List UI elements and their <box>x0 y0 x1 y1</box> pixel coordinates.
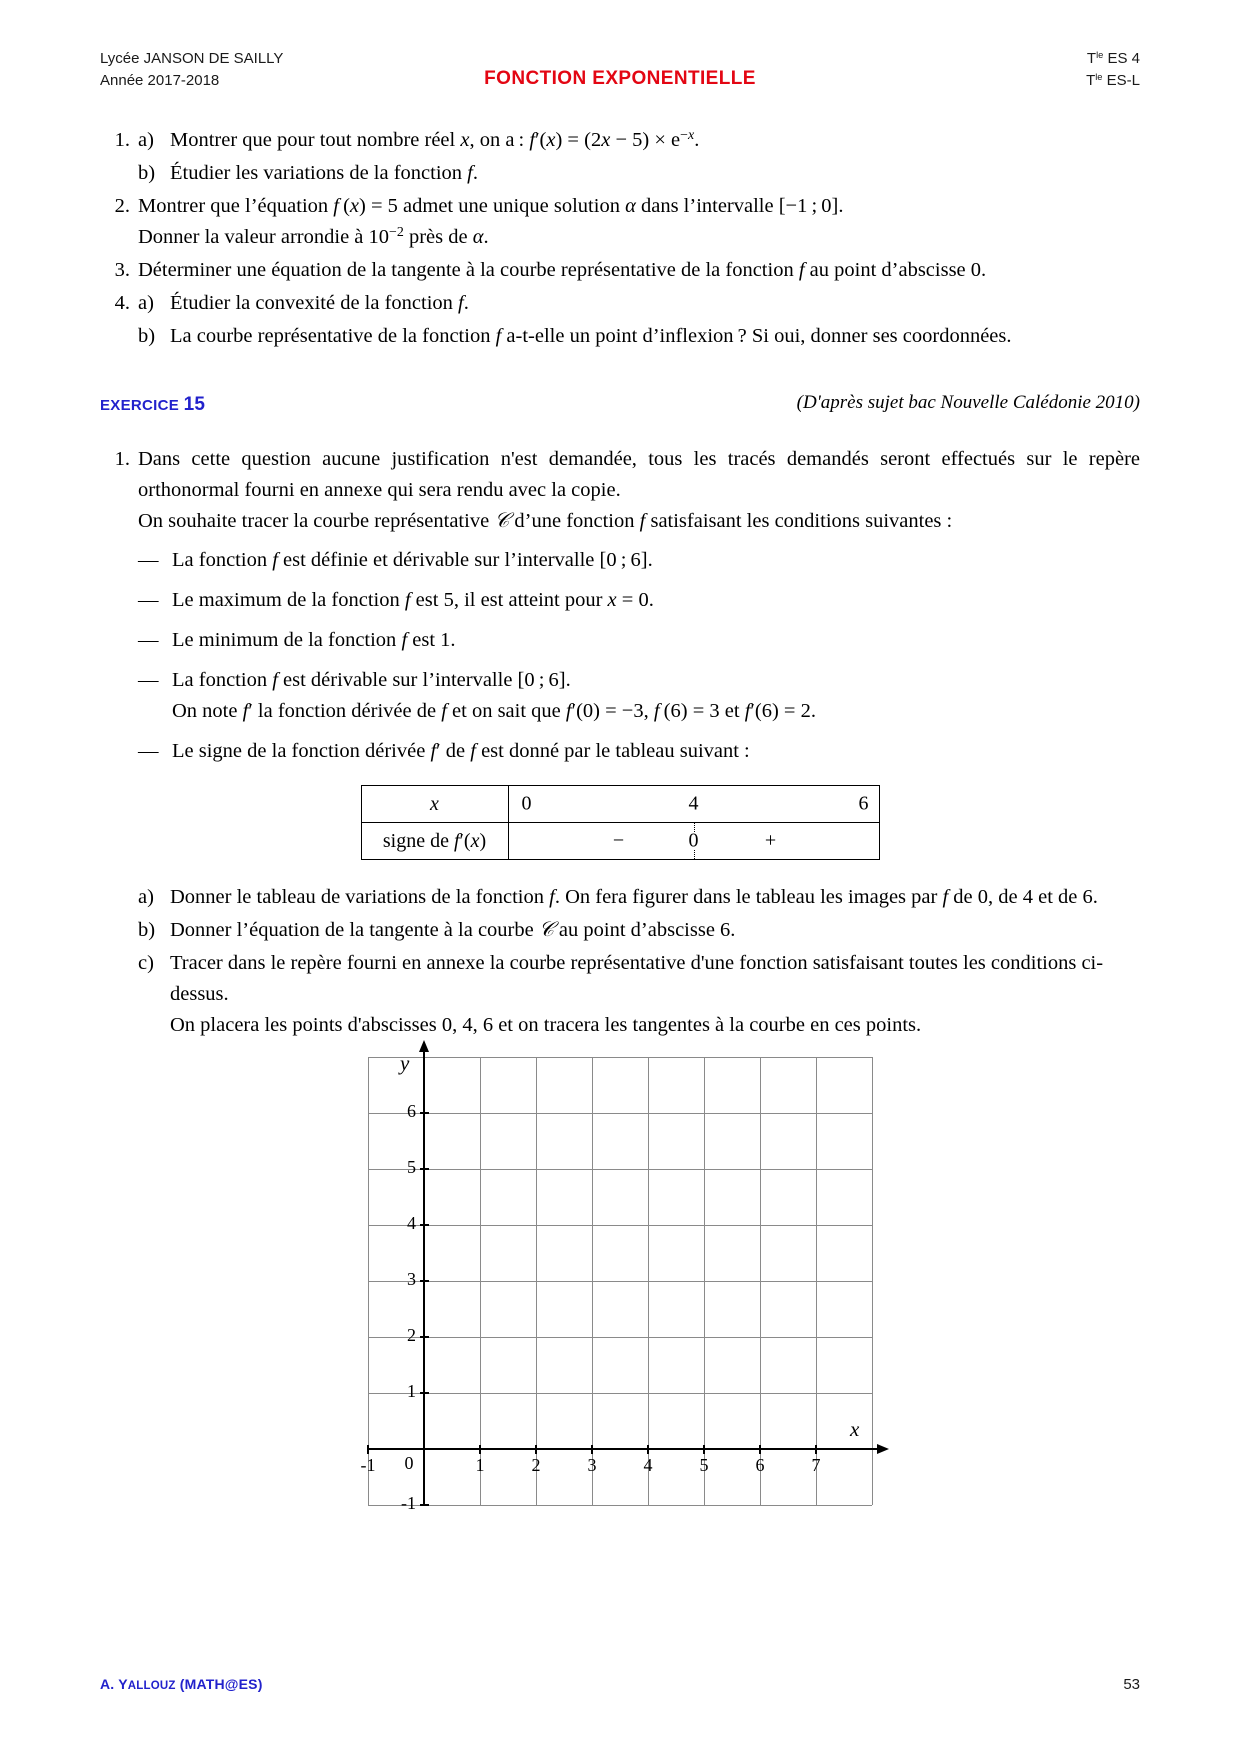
class2-rest: ES-L <box>1102 72 1140 89</box>
list-item <box>100 288 1140 319</box>
list-item <box>100 255 1140 286</box>
grid-line-horizontal <box>368 1505 872 1506</box>
dash-marker: — <box>138 549 159 571</box>
sub-item <box>138 125 1140 156</box>
y-tick <box>420 1336 429 1338</box>
sign-table-row-label: signe de f′(x) <box>361 823 508 860</box>
item-text-line: Donner la valeur arrondie à $10^{-2}$ près de α. <box>138 224 489 248</box>
grid-line-horizontal <box>368 1393 872 1394</box>
class1-rest: ES 4 <box>1103 50 1140 67</box>
footer-author-a: A. Y <box>100 1676 128 1692</box>
sub-item-text: La courbe représentative de la fonction f a-t-elle un point d’inflexion ? Si oui, donner ses coordonnées. <box>170 325 1012 347</box>
graph-wrapper <box>100 1051 1140 1513</box>
y-tick <box>420 1392 429 1394</box>
exercise-label-word: EXERCICE <box>100 397 180 414</box>
dash-marker: — <box>138 740 159 762</box>
grid-line-horizontal <box>368 1225 872 1226</box>
exercise-header-row <box>100 394 1140 418</box>
sub-item-label: a) <box>138 129 154 151</box>
sub-item <box>138 158 1140 189</box>
sub-item-label: b) <box>138 162 156 184</box>
x-tick-label: 5 <box>699 1455 709 1475</box>
x-tick <box>647 1445 649 1454</box>
sign-table-wrapper <box>100 785 1140 860</box>
y-tick-label: 3 <box>407 1269 416 1289</box>
sub-item-text: Étudier la convexité de la fonction f. <box>170 292 469 314</box>
condition-text: La fonction f est définie et dérivable sur l’intervalle [0 ; 6]. <box>172 549 653 571</box>
sign-value: + <box>764 829 777 852</box>
grid-line-vertical <box>872 1057 873 1505</box>
x-tick <box>815 1445 817 1454</box>
x-axis-label: x <box>850 1417 860 1441</box>
sign-table <box>361 785 880 860</box>
intro-line-2: On souhaite tracer la courbe représentative 𝒞 d’une fonction f satisfaisant les conditions suivantes : <box>138 510 953 532</box>
y-tick <box>420 1224 429 1226</box>
y-tick <box>420 1280 429 1282</box>
page-number: 53 <box>1123 1676 1140 1693</box>
header-class-line1 <box>1086 48 1140 70</box>
item-number: 1. <box>114 448 130 470</box>
coordinate-grid <box>360 1051 872 1513</box>
grid-line-horizontal <box>368 1337 872 1338</box>
item-number: 1. <box>114 129 130 151</box>
list-item <box>100 444 1140 537</box>
x-tick-label: 6 <box>755 1455 765 1475</box>
list-item <box>100 191 1140 253</box>
y-axis-arrow <box>419 1040 429 1052</box>
questions-list <box>138 882 1140 1041</box>
x-tick-label: 1 <box>475 1455 485 1475</box>
sub-item-text: Étudier les variations de la fonction f. <box>170 162 478 184</box>
class1-sup: le <box>1096 49 1104 60</box>
class2-base: T <box>1086 72 1096 89</box>
sub-item-text: Montrer que pour tout nombre réel x, on a : $f'(x) = (2x - 5) \times e^{-x}$. <box>170 127 700 151</box>
sign-table-var-label <box>361 786 508 823</box>
item-text <box>138 444 1140 537</box>
x-tick <box>591 1445 593 1454</box>
page-footer <box>100 1676 1140 1698</box>
list-item <box>100 158 1140 189</box>
x-tick-label: 2 <box>531 1455 541 1475</box>
y-tick <box>420 1168 429 1170</box>
sign-table-sign-values <box>508 823 879 860</box>
condition-line: On note f′ la fonction dérivée de f et on sait que f′(0) = −3, f (6) = 3 et f′(6) = 2. <box>172 700 816 722</box>
condition-text: Le maximum de la fonction f est 5, il est atteint pour x = 0. <box>172 589 654 611</box>
grid-line-horizontal <box>368 1057 872 1058</box>
y-tick-label: 1 <box>407 1381 416 1401</box>
x-tick <box>535 1445 537 1454</box>
sub-item-text <box>170 948 1140 1041</box>
x-tick <box>479 1445 481 1454</box>
item-text: Déterminer une équation de la tangente à la courbe représentative de la fonction f au point d’abscisse 0. <box>138 259 987 281</box>
x-tick <box>703 1445 705 1454</box>
grid-line-horizontal <box>368 1113 872 1114</box>
list-item <box>100 321 1140 352</box>
condition-text <box>172 665 1140 727</box>
sub-item-text: Donner le tableau de variations de la fonction f. On fera figurer dans le tableau les images par f de 0, de 4 et de 6. <box>170 886 1098 908</box>
x-tick-label: 0 <box>404 1453 414 1473</box>
var-x: x <box>430 792 439 815</box>
y-axis-label: y <box>400 1051 410 1075</box>
x-tick-label: 3 <box>587 1455 597 1475</box>
table-row <box>361 823 879 860</box>
sub-item-label: b) <box>138 919 156 941</box>
x-tick <box>367 1445 369 1454</box>
x-tick-label: 4 <box>643 1455 653 1475</box>
conditions-list <box>138 545 1140 767</box>
sub-item <box>138 288 1140 319</box>
header-class-block <box>1086 48 1140 92</box>
table-row <box>361 786 879 823</box>
condition-line: La fonction f est dérivable sur l’intervalle [0 ; 6]. <box>172 669 571 691</box>
question-line: Tracer dans le repère fourni en annexe la courbe représentative d'une fonction satisfaisant toutes les conditions ci-dessus. <box>170 952 1104 1005</box>
class1-base: T <box>1086 50 1097 67</box>
dash-marker: — <box>138 629 159 651</box>
grid-line-horizontal <box>368 1281 872 1282</box>
condition-text: Le minimum de la fonction f est 1. <box>172 629 456 651</box>
sub-item-label: a) <box>138 886 154 908</box>
sub-item <box>138 915 1140 946</box>
grid-line-horizontal <box>368 1169 872 1170</box>
footer-author <box>100 1676 263 1692</box>
question-line: On placera les points d'abscisses 0, 4, 6 et on tracera les tangentes à la courbe en ces points. <box>170 1014 922 1036</box>
y-tick-label: -1 <box>401 1493 416 1513</box>
x-axis-arrow <box>877 1444 889 1454</box>
header-year: Année 2017-2018 <box>100 72 220 89</box>
x-value: 6 <box>858 792 869 815</box>
y-axis <box>423 1051 425 1505</box>
list-item <box>100 125 1140 156</box>
list-item <box>138 736 1140 767</box>
x-value: 0 <box>521 792 532 815</box>
page-title: FONCTION EXPONENTIELLE <box>484 68 756 89</box>
sub-item-text: Donner l’équation de la tangente à la courbe 𝒞 au point d’abscisse 6. <box>170 919 736 941</box>
sub-item-label: c) <box>138 952 154 974</box>
item-text <box>138 191 1140 253</box>
list-item <box>138 585 1140 616</box>
dash-marker: — <box>138 589 159 611</box>
item-number: 2. <box>114 195 130 217</box>
item-text-line: Montrer que l’équation f (x) = 5 admet une unique solution α dans l’intervalle [−1 ; 0]. <box>138 195 844 217</box>
header-school: Lycée JANSON DE SAILLY <box>100 50 284 67</box>
exercise-label-number: 15 <box>183 394 206 415</box>
page-header <box>100 48 1140 98</box>
x-tick-label: 7 <box>811 1455 821 1475</box>
sub-item-label: a) <box>138 292 154 314</box>
footer-author-b: ALLOUZ <box>127 1680 176 1692</box>
header-class-line2 <box>1086 70 1140 92</box>
y-tick-label: 5 <box>407 1157 416 1177</box>
list-item <box>138 665 1140 727</box>
list-item <box>138 948 1140 1041</box>
y-tick-label: 4 <box>407 1213 416 1233</box>
class2-sup: le <box>1095 71 1103 82</box>
dash-marker: — <box>138 669 159 691</box>
y-tick-label: 2 <box>407 1325 416 1345</box>
list-item <box>138 625 1140 656</box>
condition-text: Le signe de la fonction dérivée f′ de f est donné par le tableau suivant : <box>172 740 750 762</box>
list-item <box>138 545 1140 576</box>
sub-item <box>138 882 1140 913</box>
sub-item <box>138 948 1140 1041</box>
sub-item-label: b) <box>138 325 156 347</box>
x-value: 4 <box>688 792 699 815</box>
page-content <box>100 125 1140 1513</box>
x-axis <box>368 1448 878 1450</box>
item-number: 4. <box>114 292 130 314</box>
y-tick <box>420 1504 429 1506</box>
y-tick-label: 6 <box>407 1101 416 1121</box>
item-number: 3. <box>114 259 130 281</box>
x-tick <box>759 1445 761 1454</box>
list-item <box>138 915 1140 946</box>
exercise-source: (D'après sujet bac Nouvelle Calédonie 2010) <box>796 392 1140 413</box>
sign-zero: 0 <box>688 829 699 852</box>
sign-table-x-values <box>508 786 879 823</box>
footer-author-c: (MATH@ES) <box>175 1676 263 1692</box>
y-tick <box>420 1112 429 1114</box>
exercise-label <box>100 394 205 416</box>
intro-line-1: Dans cette question aucune justification n'est demandée, tous les tracés demandés seront effectués sur le repère orthonormal fourni en annexe qui sera rendu avec la copie. <box>138 448 1140 501</box>
sub-item <box>138 321 1140 352</box>
list-item <box>138 882 1140 913</box>
sign-value: − <box>612 829 625 852</box>
x-tick-label: -1 <box>360 1455 376 1475</box>
